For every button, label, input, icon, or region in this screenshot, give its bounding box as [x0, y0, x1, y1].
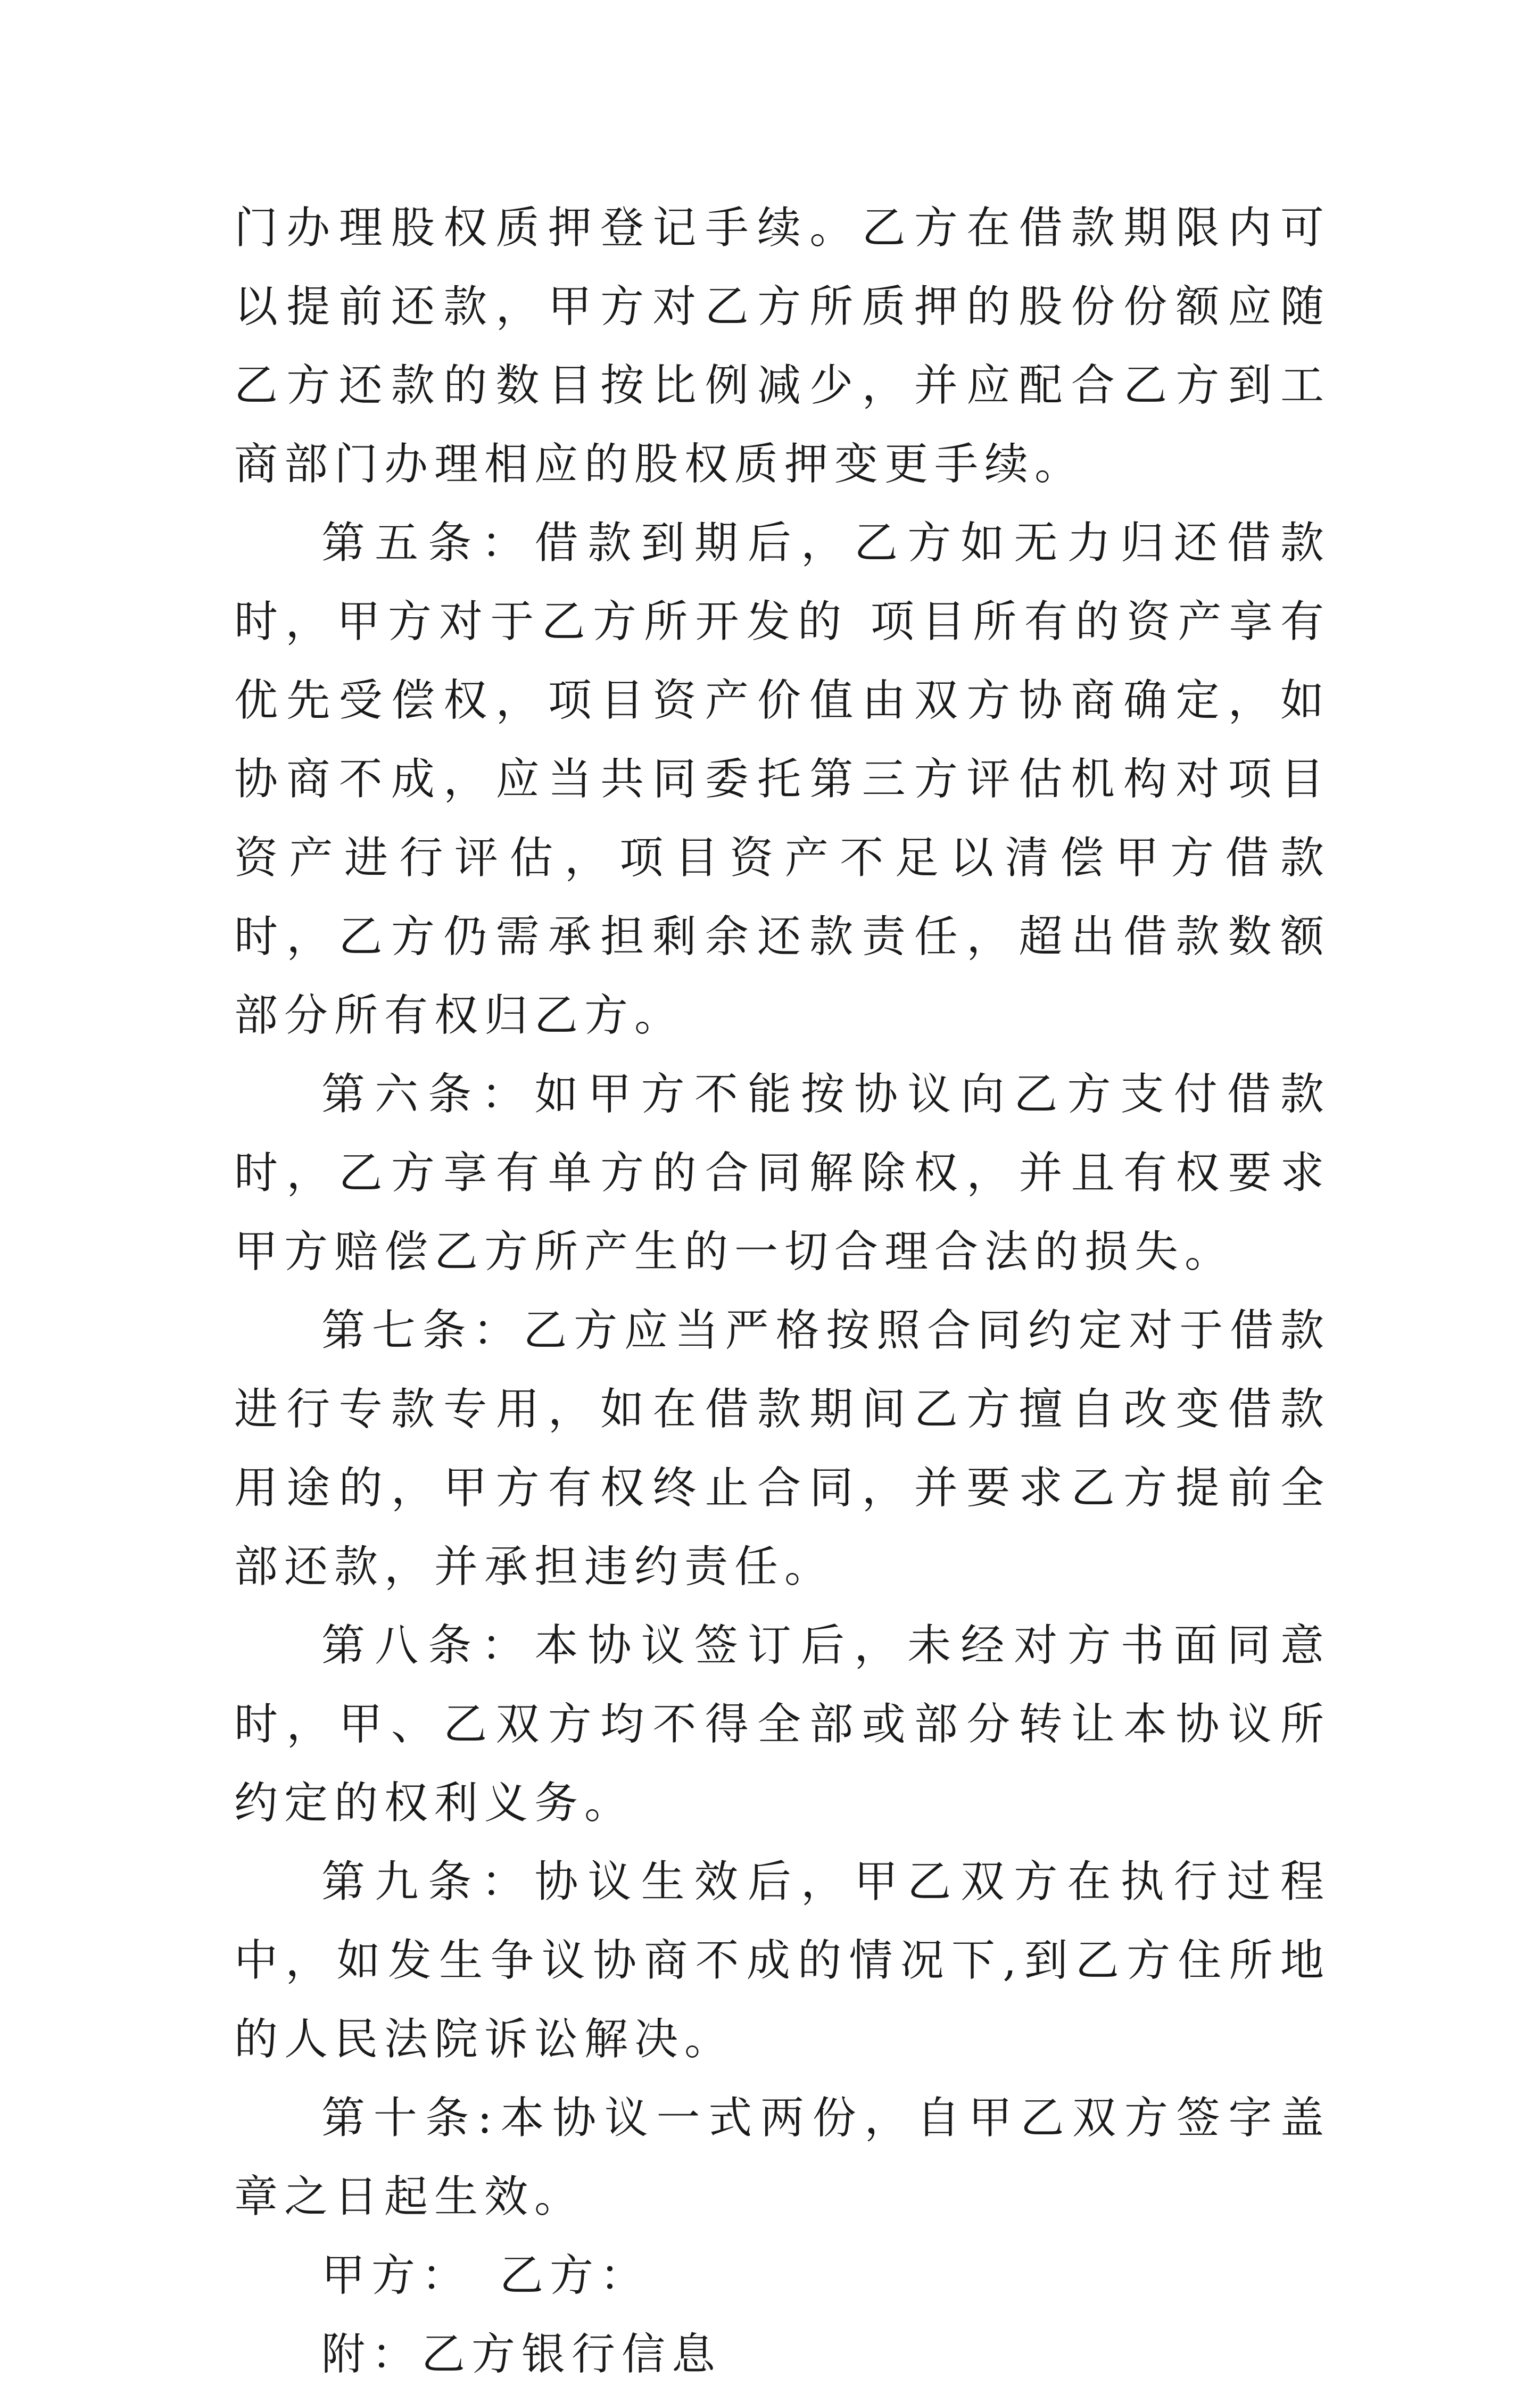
paragraph-article-9: 第九条：协议生效后，甲乙双方在执行过程中，如发生争议协商不成的情况下,到乙方住所地的人民法院诉讼解决。: [234, 1857, 1330, 2065]
signature-line: 甲方： 乙方：: [321, 2250, 650, 2301]
attachment-note: 附：乙方银行信息: [321, 2329, 722, 2380]
paragraph-article-7: 第七条：乙方应当严格按照合同约定对于借款进行专款专用，如在借款期间乙方擅自改变借款用途的，甲方有权终止合同，并要求乙方提前全部还款，并承担违约责任。: [234, 1305, 1330, 1592]
paragraph-article-5: 第五条：借款到期后，乙方如无力归还借款时，甲方对于乙方所开发的 项目所有的资产享有优先受偿权，项目资产价值由双方协商确定，如协商不成，应当共同委托第三方评估机构对项目资产进行评估，项目资产不足以清偿甲方借款时，乙方仍需承担剩余还款责任，超出借款数额部分所有权归乙方。: [234, 518, 1330, 1041]
paragraph-article-6: 第六条：如甲方不能按协议向乙方支付借款时，乙方享有单方的合同解除权，并且有权要求甲方赔偿乙方所产生的一切合理合法的损失。: [234, 1069, 1330, 1277]
paragraph-continuation: 门办理股权质押登记手续。乙方在借款期限内可以提前还款，甲方对乙方所质押的股份份额应随乙方还款的数目按比例减少，并应配合乙方到工商部门办理相应的股权质押变更手续。: [234, 203, 1330, 490]
document-body: [234, 189, 1330, 2394]
paragraph-article-10: 第十条:本协议一式两份，自甲乙双方签字盖章之日起生效。: [234, 2093, 1330, 2222]
paragraph-article-8: 第八条：本协议签订后，未经对方书面同意时，甲、乙双方均不得全部或部分转让本协议所约定的权利义务。: [234, 1620, 1330, 1828]
